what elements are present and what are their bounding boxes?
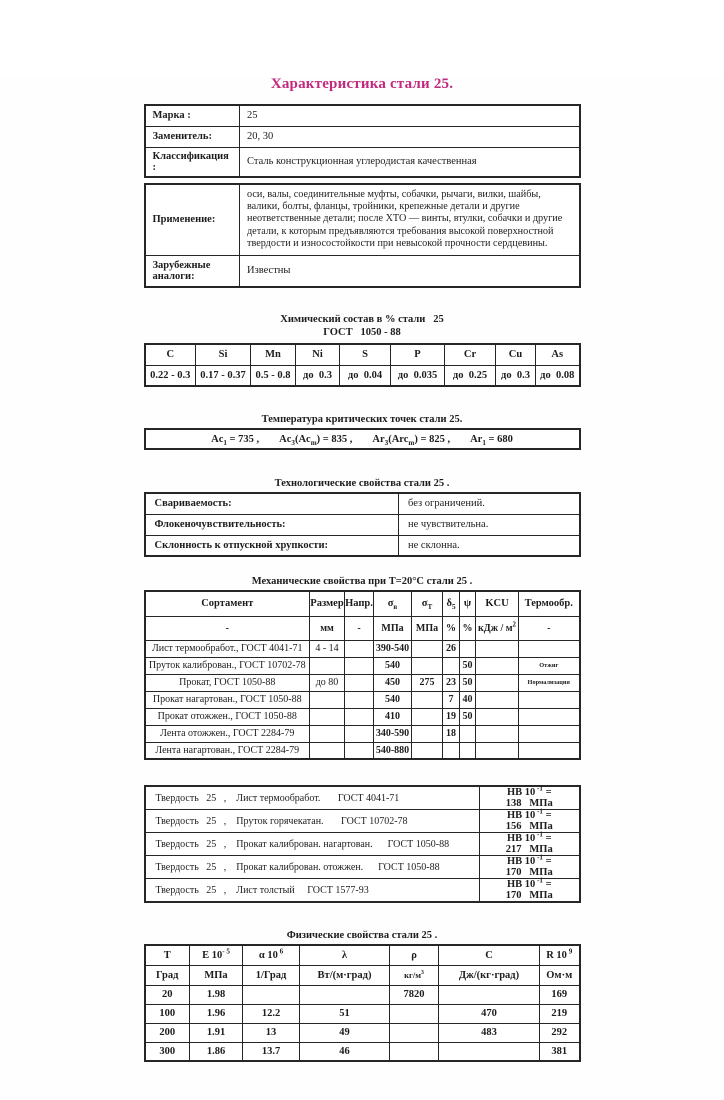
phys-cell: 1.86	[190, 1042, 243, 1061]
mech-data-row	[145, 742, 580, 759]
phys-cell: 300	[145, 1042, 190, 1061]
phys-unit-cell: Ом·м	[540, 965, 580, 985]
mech-data-row	[145, 725, 580, 742]
mech-cell	[519, 691, 580, 708]
info-label-substitute: Заменитель:	[145, 126, 240, 147]
mech-cell	[460, 725, 476, 742]
critical-point-item: $Ac_3(Ac_m) = 835$ ,	[279, 433, 353, 447]
chem-element-header: Ni	[296, 344, 340, 365]
phys-header-cell: Е $10^{- 5}$	[190, 945, 243, 965]
mech-cell	[345, 674, 374, 691]
mech-cell: 7	[443, 691, 460, 708]
table-row	[145, 786, 580, 810]
table-row	[145, 255, 580, 287]
mech-cell: 18	[443, 725, 460, 742]
mech-cell	[460, 640, 476, 657]
info-value-classification: Сталь конструкционная углеродистая качественная	[240, 147, 580, 177]
hardness-value: HB 10 $^{-1}$ = 170 МПа	[480, 879, 580, 903]
hardness-value: HB 10 $^{-1}$ = 156 МПа	[480, 810, 580, 833]
chem-header-row	[145, 344, 580, 365]
critical-point-item: $Ac_1 = 735$ ,	[211, 433, 260, 447]
phys-cell: 1.96	[190, 1004, 243, 1023]
mech-cell	[310, 742, 345, 759]
chem-element-header: P	[391, 344, 445, 365]
phys-cell	[300, 985, 390, 1004]
mech-cell	[345, 691, 374, 708]
mech-cell	[519, 725, 580, 742]
mech-unit-cell: -	[345, 616, 374, 640]
phys-header-cell: R 10 $^9$	[540, 945, 580, 965]
mech-cell: 50	[460, 657, 476, 674]
mech-cell	[345, 725, 374, 742]
mech-unit-cell: -	[145, 616, 310, 640]
phys-cell: 13	[243, 1023, 300, 1042]
chem-element-value: 0.22 - 0.3	[145, 365, 196, 386]
mech-cell	[345, 640, 374, 657]
phys-data-row	[145, 1023, 580, 1042]
mech-cell: Прокат отожжен., ГОСТ 1050-88	[145, 708, 310, 725]
table-row	[145, 810, 580, 833]
hardness-table	[144, 785, 581, 903]
mech-cell	[519, 640, 580, 657]
mech-cell	[310, 708, 345, 725]
chem-element-value: до 0.3	[496, 365, 536, 386]
info-label-analogs: Зарубежные аналоги:	[145, 255, 240, 287]
mech-cell: 19	[443, 708, 460, 725]
mech-unit-cell: -	[519, 616, 580, 640]
table-row	[145, 856, 580, 879]
phys-header-cell: α 10 $^6$	[243, 945, 300, 965]
phys-cell: 292	[540, 1023, 580, 1042]
mech-cell	[476, 674, 519, 691]
mech-cell	[345, 657, 374, 674]
mech-cell	[412, 657, 443, 674]
critical-points-box	[144, 428, 581, 450]
mech-header-cell: Размер	[310, 591, 345, 616]
mech-cell	[443, 742, 460, 759]
chem-element-value: до 0.08	[536, 365, 580, 386]
phys-data-row	[145, 1004, 580, 1023]
page-title: Характеристика стали 25.	[270, 76, 454, 92]
phys-cell: 13.7	[243, 1042, 300, 1061]
phys-cell: 12.2	[243, 1004, 300, 1023]
phys-unit-cell: Дж/(кг·град)	[439, 965, 540, 985]
info-label-classification: Классификация :	[145, 147, 240, 177]
phys-cell: 1.98	[190, 985, 243, 1004]
info-value-application: оси, валы, соединительные муфты, собачки, рычаги, вилки, шайбы, валики, болты, фланцы, тройники, крепежные детали и другие неответственные детали; после ХТО — винты, втулки, собачки и другие детали, к которым предъявляются требования высокой поверхностной твердости и износостойкости при невысокой прочности сердцевины.	[240, 184, 580, 256]
mech-cell: 4 - 14	[310, 640, 345, 657]
hardness-desc: Твердость 25 , Лист толстый ГОСТ 1577-93	[145, 879, 480, 903]
mechanical-section-title: Механические свойства при Т=20°С стали 25 .	[251, 576, 473, 588]
mech-cell: 40	[460, 691, 476, 708]
table-row	[145, 184, 580, 256]
critical-points-title: Температура критических точек стали 25.	[261, 414, 463, 426]
mech-cell	[345, 708, 374, 725]
steel-info-table	[144, 104, 581, 178]
critical-point-item: $Ar_1 = 680$	[470, 433, 513, 447]
mech-cell	[519, 708, 580, 725]
phys-cell: 100	[145, 1004, 190, 1023]
phys-cell: 219	[540, 1004, 580, 1023]
phys-cell: 381	[540, 1042, 580, 1061]
phys-cell: 483	[439, 1023, 540, 1042]
mech-cell	[460, 742, 476, 759]
hardness-desc: Твердость 25 , Прокат калиброван. отожжен. ГОСТ 1050-88	[145, 856, 480, 879]
phys-unit-cell: Вт/(м·град)	[300, 965, 390, 985]
tech-value-flake-sensitivity: не чувствительна.	[399, 514, 580, 535]
mech-cell	[412, 742, 443, 759]
mech-header-cell: $\delta_5$	[443, 591, 460, 616]
info-label-application: Применение:	[145, 184, 240, 256]
mech-cell	[476, 657, 519, 674]
mech-cell: 340-590	[374, 725, 412, 742]
chem-element-value: 0.5 - 0.8	[251, 365, 296, 386]
phys-units-row	[145, 965, 580, 985]
phys-cell: 1.91	[190, 1023, 243, 1042]
chem-element-value: до 0.25	[445, 365, 496, 386]
mech-header-cell: Термообр.	[519, 591, 580, 616]
mech-cell: Нормализация	[519, 674, 580, 691]
phys-header-cell: С	[439, 945, 540, 965]
mech-unit-cell: %	[443, 616, 460, 640]
phys-cell: 46	[300, 1042, 390, 1061]
mechanical-properties-table	[144, 590, 581, 760]
phys-unit-cell: МПа	[190, 965, 243, 985]
chemical-composition-table	[144, 343, 581, 387]
phys-cell	[243, 985, 300, 1004]
document-page	[0, 76, 724, 1100]
phys-cell: 169	[540, 985, 580, 1004]
phys-cell: 20	[145, 985, 190, 1004]
mech-cell: 50	[460, 674, 476, 691]
mech-cell: 410	[374, 708, 412, 725]
mech-cell: 540	[374, 657, 412, 674]
table-row	[145, 147, 580, 177]
phys-cell: 470	[439, 1004, 540, 1023]
info-value-analogs: Известны	[240, 255, 580, 287]
mech-cell: 275	[412, 674, 443, 691]
chem-element-header: Cr	[445, 344, 496, 365]
mech-cell: Лента отожжен., ГОСТ 2284-79	[145, 725, 310, 742]
phys-cell	[439, 1042, 540, 1061]
mech-data-row	[145, 674, 580, 691]
mech-cell: Прокат нагартован., ГОСТ 1050-88	[145, 691, 310, 708]
mech-cell: Лист термообработ., ГОСТ 4041-71	[145, 640, 310, 657]
mech-cell	[476, 691, 519, 708]
mech-header-cell: KCU	[476, 591, 519, 616]
mech-cell: Прокат, ГОСТ 1050-88	[145, 674, 310, 691]
info-label-grade: Марка :	[145, 105, 240, 126]
mech-unit-cell: МПа	[374, 616, 412, 640]
info-value-substitute: 20, 30	[240, 126, 580, 147]
mech-cell: до 80	[310, 674, 345, 691]
table-row	[145, 514, 580, 535]
chem-element-header: As	[536, 344, 580, 365]
technological-properties-table	[144, 492, 581, 557]
chem-element-value: до 0.035	[391, 365, 445, 386]
mech-cell	[310, 725, 345, 742]
mech-cell	[345, 742, 374, 759]
mech-cell: 540-880	[374, 742, 412, 759]
mech-data-row	[145, 691, 580, 708]
steel-application-table	[144, 183, 581, 289]
chem-element-value: до 0.04	[340, 365, 391, 386]
mech-cell	[412, 725, 443, 742]
phys-cell: 51	[300, 1004, 390, 1023]
tech-label-temper-brittleness: Склонность к отпускной хрупкости:	[145, 535, 399, 556]
phys-cell	[390, 1042, 439, 1061]
mech-header-row	[145, 591, 580, 616]
table-row	[145, 535, 580, 556]
mech-cell	[412, 708, 443, 725]
mech-cell	[412, 640, 443, 657]
mech-cell	[476, 708, 519, 725]
mech-cell: 26	[443, 640, 460, 657]
hardness-value: HB 10 $^{-1}$ = 170 МПа	[480, 856, 580, 879]
hardness-value: HB 10 $^{-1}$ = 217 МПа	[480, 833, 580, 856]
mech-cell: 390-540	[374, 640, 412, 657]
physical-properties-table	[144, 944, 581, 1062]
chemical-title-line2: ГОСТ 1050 - 88	[323, 327, 401, 339]
chem-element-value: до 0.3	[296, 365, 340, 386]
chem-element-header: C	[145, 344, 196, 365]
mech-header-cell: ψ	[460, 591, 476, 616]
mech-header-cell: $\sigma_в$	[374, 591, 412, 616]
phys-unit-cell: $кг/м^3$	[390, 965, 439, 985]
mech-header-cell: Напр.	[345, 591, 374, 616]
mech-cell	[412, 691, 443, 708]
phys-data-row	[145, 985, 580, 1004]
mech-cell	[519, 742, 580, 759]
chem-element-header: Cu	[496, 344, 536, 365]
mech-data-row	[145, 640, 580, 657]
mech-cell: Пруток калиброван., ГОСТ 10702-78	[145, 657, 310, 674]
chemical-title-line1: Химический состав в % стали 25	[280, 314, 444, 326]
mech-unit-cell: кДж / $м^2$	[476, 616, 519, 640]
table-row	[145, 493, 580, 514]
hardness-desc: Твердость 25 , Лист термообработ. ГОСТ 4041-71	[145, 786, 480, 810]
chem-element-header: Mn	[251, 344, 296, 365]
mech-cell	[476, 725, 519, 742]
phys-header-cell: λ	[300, 945, 390, 965]
mech-unit-cell: %	[460, 616, 476, 640]
phys-unit-cell: 1/Град	[243, 965, 300, 985]
table-row	[145, 105, 580, 126]
mech-unit-cell: мм	[310, 616, 345, 640]
hardness-desc: Твердость 25 , Прокат калиброван. нагартован. ГОСТ 1050-88	[145, 833, 480, 856]
phys-cell: 200	[145, 1023, 190, 1042]
hardness-desc: Твердость 25 , Пруток горячекатан. ГОСТ 10702-78	[145, 810, 480, 833]
chem-element-value: 0.17 - 0.37	[196, 365, 251, 386]
physical-table-clip	[144, 944, 581, 1057]
mech-data-row	[145, 708, 580, 725]
mech-cell	[476, 742, 519, 759]
chem-values-row	[145, 365, 580, 386]
phys-unit-cell: Град	[145, 965, 190, 985]
table-row	[145, 833, 580, 856]
mech-cell: 50	[460, 708, 476, 725]
phys-cell	[390, 1023, 439, 1042]
info-value-grade: 25	[240, 105, 580, 126]
tech-value-temper-brittleness: не склонна.	[399, 535, 580, 556]
mech-cell: Лента нагартован., ГОСТ 2284-79	[145, 742, 310, 759]
table-row	[145, 126, 580, 147]
mech-cell: 23	[443, 674, 460, 691]
mech-header-cell: $\sigma_Т$	[412, 591, 443, 616]
technological-section-title: Технологические свойства стали 25 .	[274, 478, 450, 490]
mech-units-row	[145, 616, 580, 640]
phys-cell	[390, 1004, 439, 1023]
mech-cell: 450	[374, 674, 412, 691]
phys-data-row	[145, 1042, 580, 1061]
tech-label-flake-sensitivity: Флокеночувствительность:	[145, 514, 399, 535]
phys-cell: 49	[300, 1023, 390, 1042]
chem-element-header: S	[340, 344, 391, 365]
hardness-value: HB 10 $^{-1}$ = 138 МПа	[480, 786, 580, 810]
tech-value-weldability: без ограничений.	[399, 493, 580, 514]
physical-section-title: Физические свойства стали 25 .	[286, 930, 438, 942]
chemical-section-title	[144, 313, 581, 339]
phys-cell	[439, 985, 540, 1004]
table-row	[145, 879, 580, 903]
phys-cell: 7820	[390, 985, 439, 1004]
mech-cell	[310, 691, 345, 708]
tech-label-weldability: Свариваемость:	[145, 493, 399, 514]
mech-data-row	[145, 657, 580, 674]
critical-point-item: $Ar_3(Arc_m) = 825$ ,	[372, 433, 451, 447]
mech-header-cell: Сортамент	[145, 591, 310, 616]
phys-header-row	[145, 945, 580, 965]
mech-cell: 540	[374, 691, 412, 708]
mech-cell	[310, 657, 345, 674]
chem-element-header: Si	[196, 344, 251, 365]
mech-unit-cell: МПа	[412, 616, 443, 640]
mech-cell	[476, 640, 519, 657]
phys-header-cell: Т	[145, 945, 190, 965]
mech-cell: Отжиг	[519, 657, 580, 674]
mech-cell	[443, 657, 460, 674]
phys-header-cell: ρ	[390, 945, 439, 965]
